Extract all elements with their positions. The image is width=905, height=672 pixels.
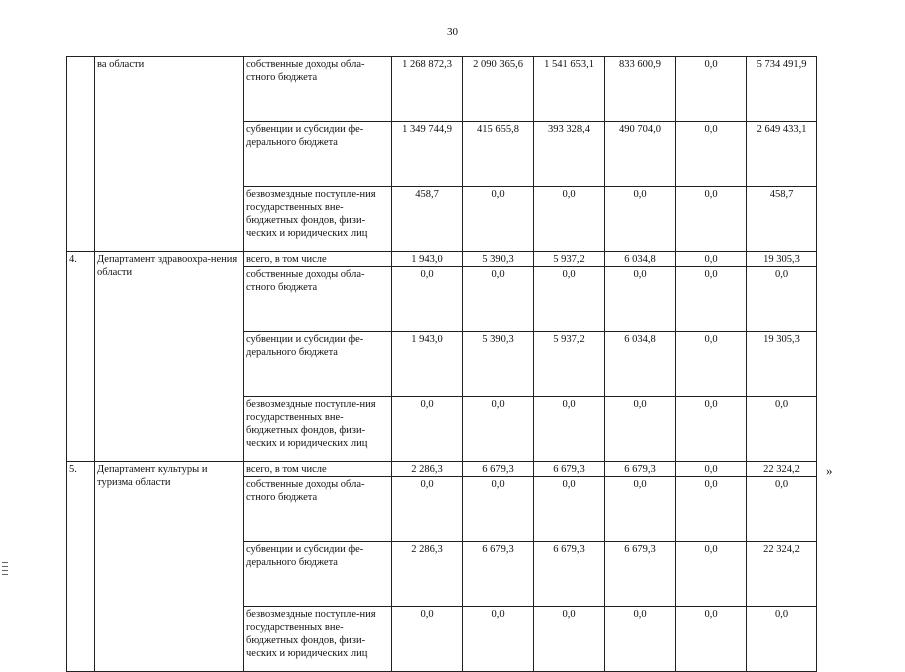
amount-cell: 0,0 xyxy=(676,462,747,477)
amount-cell: 22 324,2 xyxy=(747,462,817,477)
amount-cell: 1 541 653,1 xyxy=(534,57,605,122)
amount-cell: 0,0 xyxy=(676,57,747,122)
department-name: Департамент здравоохра-нения области xyxy=(95,252,244,462)
department-name: Департамент культуры и туризма области xyxy=(95,462,244,672)
closing-quote-mark: » xyxy=(826,463,833,478)
table-row xyxy=(67,252,817,267)
amount-cell: 458,7 xyxy=(392,187,463,252)
funding-source: безвозмездные поступле-ния государственных вне-бюджетных фондов, физи-ческих и юридических лиц xyxy=(244,187,392,252)
department-name: ва области xyxy=(95,57,244,252)
amount-cell: 833 600,9 xyxy=(605,57,676,122)
amount-cell: 6 679,3 xyxy=(534,542,605,607)
budget-table xyxy=(66,56,817,672)
amount-cell: 0,0 xyxy=(534,477,605,542)
amount-cell: 0,0 xyxy=(747,477,817,542)
amount-cell: 0,0 xyxy=(534,607,605,672)
amount-cell: 0,0 xyxy=(534,267,605,332)
amount-cell: 0,0 xyxy=(392,397,463,462)
amount-cell: 0,0 xyxy=(605,477,676,542)
amount-cell: 1 943,0 xyxy=(392,252,463,267)
amount-cell: 0,0 xyxy=(605,267,676,332)
amount-cell: 0,0 xyxy=(676,187,747,252)
funding-source: собственные доходы обла-стного бюджета xyxy=(244,57,392,122)
amount-cell: 5 937,2 xyxy=(534,332,605,397)
amount-cell: 0,0 xyxy=(463,267,534,332)
amount-cell: 458,7 xyxy=(747,187,817,252)
page-number: 30 xyxy=(447,26,458,38)
margin-scan-mark xyxy=(2,562,8,578)
amount-cell: 5 390,3 xyxy=(463,252,534,267)
funding-source: собственные доходы обла-стного бюджета xyxy=(244,267,392,332)
amount-cell: 415 655,8 xyxy=(463,122,534,187)
amount-cell: 393 328,4 xyxy=(534,122,605,187)
amount-cell: 0,0 xyxy=(392,477,463,542)
amount-cell: 0,0 xyxy=(463,187,534,252)
amount-cell: 2 649 433,1 xyxy=(747,122,817,187)
amount-cell: 0,0 xyxy=(676,477,747,542)
amount-cell: 0,0 xyxy=(747,397,817,462)
amount-cell: 0,0 xyxy=(676,607,747,672)
amount-cell: 2 286,3 xyxy=(392,542,463,607)
amount-cell: 6 034,8 xyxy=(605,252,676,267)
amount-cell: 0,0 xyxy=(463,477,534,542)
amount-cell: 5 734 491,9 xyxy=(747,57,817,122)
funding-source: субвенции и субсидии фе-дерального бюджета xyxy=(244,122,392,187)
funding-source: безвозмездные поступле-ния государственных вне-бюджетных фондов, физи-ческих и юридических лиц xyxy=(244,397,392,462)
amount-cell: 0,0 xyxy=(747,607,817,672)
amount-cell: 6 679,3 xyxy=(463,542,534,607)
amount-cell: 0,0 xyxy=(605,397,676,462)
amount-cell: 0,0 xyxy=(392,267,463,332)
amount-cell: 6 679,3 xyxy=(534,462,605,477)
amount-cell: 6 679,3 xyxy=(605,462,676,477)
amount-cell: 0,0 xyxy=(605,607,676,672)
amount-cell: 490 704,0 xyxy=(605,122,676,187)
funding-source: всего, в том числе xyxy=(244,252,392,267)
amount-cell: 6 679,3 xyxy=(463,462,534,477)
amount-cell: 0,0 xyxy=(676,267,747,332)
amount-cell: 0,0 xyxy=(605,187,676,252)
amount-cell: 1 943,0 xyxy=(392,332,463,397)
amount-cell: 2 090 365,6 xyxy=(463,57,534,122)
amount-cell: 1 349 744,9 xyxy=(392,122,463,187)
amount-cell: 22 324,2 xyxy=(747,542,817,607)
amount-cell: 19 305,3 xyxy=(747,252,817,267)
amount-cell: 0,0 xyxy=(747,267,817,332)
amount-cell: 2 286,3 xyxy=(392,462,463,477)
funding-source: всего, в том числе xyxy=(244,462,392,477)
amount-cell: 6 679,3 xyxy=(605,542,676,607)
amount-cell: 0,0 xyxy=(676,252,747,267)
amount-cell: 6 034,8 xyxy=(605,332,676,397)
amount-cell: 1 268 872,3 xyxy=(392,57,463,122)
amount-cell: 0,0 xyxy=(392,607,463,672)
row-index: 4. xyxy=(67,252,95,462)
amount-cell: 0,0 xyxy=(676,122,747,187)
row-index: 5. xyxy=(67,462,95,672)
amount-cell: 0,0 xyxy=(534,397,605,462)
funding-source: субвенции и субсидии фе-дерального бюджета xyxy=(244,332,392,397)
amount-cell: 0,0 xyxy=(676,332,747,397)
funding-source: безвозмездные поступле-ния государственных вне-бюджетных фондов, физи-ческих и юридических лиц xyxy=(244,607,392,672)
amount-cell: 0,0 xyxy=(676,397,747,462)
table-row xyxy=(67,57,817,122)
funding-source: собственные доходы обла-стного бюджета xyxy=(244,477,392,542)
table-row xyxy=(67,462,817,477)
row-index xyxy=(67,57,95,252)
amount-cell: 5 390,3 xyxy=(463,332,534,397)
amount-cell: 0,0 xyxy=(676,542,747,607)
amount-cell: 5 937,2 xyxy=(534,252,605,267)
amount-cell: 0,0 xyxy=(463,607,534,672)
amount-cell: 0,0 xyxy=(534,187,605,252)
amount-cell: 19 305,3 xyxy=(747,332,817,397)
funding-source: субвенции и субсидии фе-дерального бюджета xyxy=(244,542,392,607)
amount-cell: 0,0 xyxy=(463,397,534,462)
